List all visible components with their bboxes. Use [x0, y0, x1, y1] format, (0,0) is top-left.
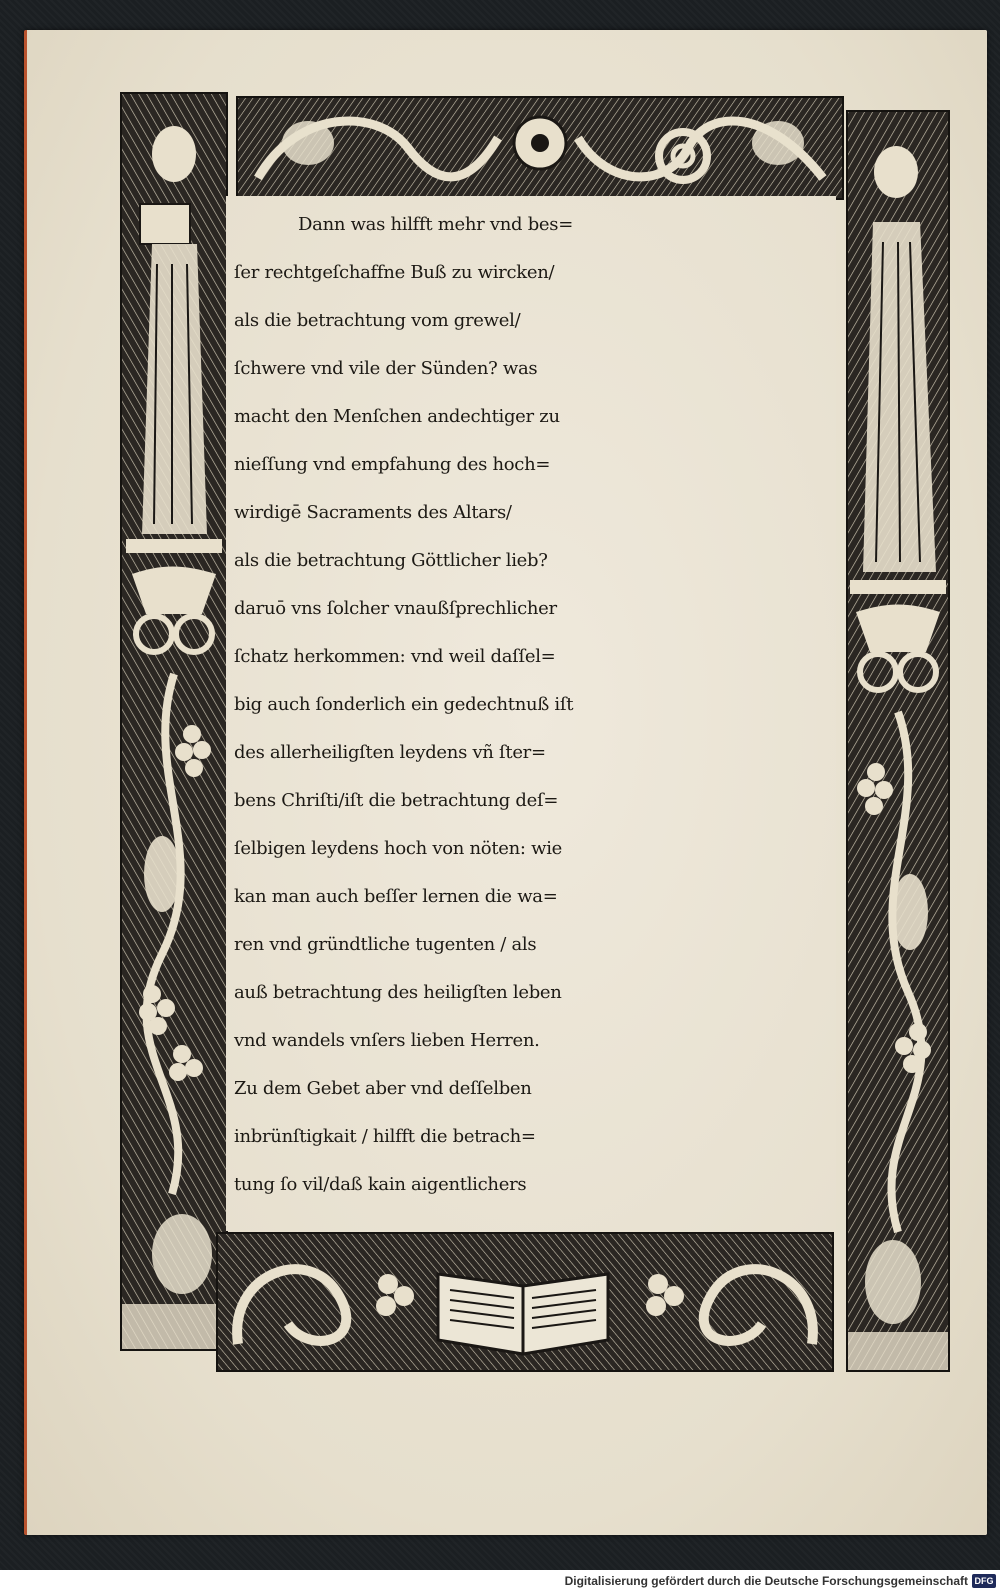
dfg-logo-icon: DFG [972, 1574, 996, 1588]
text-line: als die betrachtung Göttlicher lieb? [234, 550, 548, 571]
top-ornament-illustration [238, 98, 842, 198]
text-line: als die betrachtung vom grewel/ [234, 310, 521, 331]
text-line: Dann was hilfft mehr vnd bes= [298, 214, 573, 235]
left-pillar-illustration [122, 94, 226, 1349]
digitization-credit-bar [0, 1570, 1000, 1593]
text-line: nieſſung vnd empfahung des hoch= [234, 454, 551, 475]
text-line: macht den Menſchen andechtiger zu [234, 406, 560, 427]
bottom-ornament-border [216, 1232, 834, 1372]
text-line: Zu dem Gebet aber vnd deſſelben [234, 1078, 532, 1099]
text-line: vnd wandels vnſers lieben Herren. [234, 1030, 540, 1051]
text-line: inbrünſtigkait / hilfft die betrach= [234, 1126, 536, 1147]
text-line: kan man auch beſſer lernen die wa= [234, 886, 558, 907]
text-line: ſchatz herkommen: vnd weil daſſel= [234, 646, 556, 667]
text-line: des allerheiligſten leydens vñ ſter= [234, 742, 546, 763]
text-line: auß betrachtung des heiligſten leben [234, 982, 562, 1003]
text-line: tung ſo vil/daß kain aigentlichers [234, 1174, 527, 1195]
text-line: ſer rechtgeſchaffne Buß zu wircken/ [234, 262, 555, 283]
digitization-credit-text: Digitalisierung gefördert durch die Deutsche Forschungsgemeinschaft [564, 1574, 968, 1588]
text-line: ſelbigen leydens hoch von nöten: wie [234, 838, 563, 859]
text-line: daruō vns ſolcher vnaußſprechlicher [234, 598, 557, 619]
main-text-block [226, 196, 836, 1231]
right-pillar-border [846, 110, 950, 1372]
right-pillar-illustration [848, 112, 948, 1370]
text-line: bens Chriſti/iſt die betrachtung deſ= [234, 790, 559, 811]
text-line: ren vnd gründtliche tugenten / als [234, 934, 537, 955]
open-book-ornament-illustration [218, 1234, 832, 1370]
top-ornament-border [236, 96, 844, 200]
text-line: wirdigē Sacraments des Altars/ [234, 502, 512, 523]
text-line: ſchwere vnd vile der Sünden? was [234, 358, 538, 379]
text-line: big auch ſonderlich ein gedechtnuß iſt [234, 694, 574, 715]
left-pillar-border [120, 92, 228, 1351]
